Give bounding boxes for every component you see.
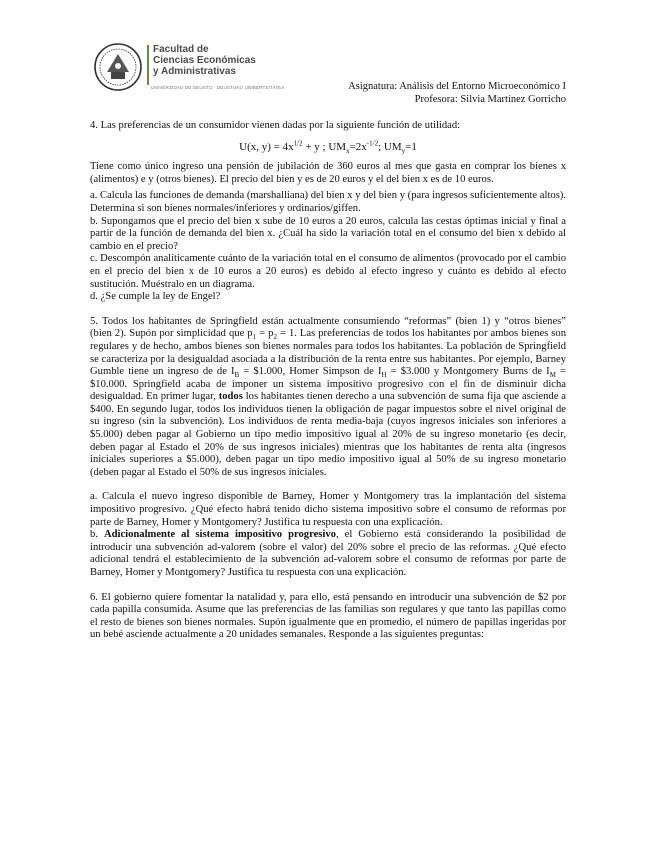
q4-part-c: c. Descompón analíticamente cuánto de la variación total en el consumo de alimentos (provocado por el cambio en el precio del bien x de 10 euros a 20 euros) es debido al efecto ingreso y cuánto es debido al efecto sustitución. Muéstralo en un diagrama. — [90, 253, 566, 290]
q4-context: Tiene como único ingreso una pensión de jubilación de 360 euros al mes que gasta en comprar los bienes x (alimentos) e y (otros bienes). El precio del bien y es de 20 euros y el del bien x es de 10 euros. — [90, 161, 566, 185]
exercise-content — [90, 120, 566, 642]
university-logo — [93, 42, 285, 98]
university-seal-icon — [93, 42, 143, 92]
logo-divider — [147, 45, 149, 85]
course-header — [348, 80, 566, 106]
utility-formula: U(x, $y) = 4x^{1/2} + y$ ; $UM_x=2x^{-1/2}$; $UM_y=1$ — [239, 138, 417, 155]
q6-statement: 6. El gobierno quiere fomentar la natalidad y, para ello, está pensando en introducir una subvención de $2 por cada papilla consumida. Asume que las preferencias de las familias son regulares y que tanto las papillas como el resto de bienes son bienes normales. Supón igualmente que en promedio, el número de papillas ingeridas por un bebé asciende actualmente a 20 unidades semanales. Responde a las siguientes preguntas: — [90, 591, 566, 641]
subject-line: Asignatura: Análisis del Entorno Microeconómico I — [348, 81, 566, 92]
faculty-name: Facultad de Ciencias Económicas y Administrativas — [153, 44, 256, 77]
q4-intro: 4. Las preferencias de un consumidor vienen dadas por la siguiente función de utilidad: — [90, 120, 461, 131]
q4-part-d: d. ¿Se cumple la ley de Engel? — [90, 291, 221, 303]
q4-part-b: b. Supongamos que el precio del bien x sube de 10 euros a 20 euros, calcula las cestas óptimas inicial y final a partir de la función de demanda del bien x. ¿Cuál ha sido la variación total en el consumo del bien x debido al cambio en el precio? — [90, 215, 566, 252]
q5-part-a: a. Calcula el nuevo ingreso disponible de Barney, Homer y Montgomery tras la implantación del sistema impositivo progresivo. ¿Qué efecto habrá tenido dicho sistema impositivo sobre el consumo de reformas por parte de Barney, Homer y Montgomery? Justifica tu respuesta con una explicación. — [90, 491, 566, 528]
q5-statement: 5. Todos los habitantes de Springfield están actualmente consumiendo “reformas” (bien 1) y “otros bienes” (bien 2). Supón por simplicidad que $p_1 = p_2 = 1$. Las preferencias de todos los habitantes por ambos bienes son regulares y de hecho, ambos bienes son bienes normales para todos los habitantes. La población de Springfield se caracteriza por la desigualdad asociada a la distribución de la renta entre sus habitantes. Por ejemplo, Barney Gumble tiene un ingreso de de $I_B$ = $1.000, Homer Simpson de $I_H$ = $3.000 y Montgomery Burns de $I_M$ = $10.000. Springfield acaba de imponer un sistema impositivo progresivo con el fin de disminuir dicha desigualdad. En primer lugar, todos los habitantes tienen derecho a una subvención de suma fija que asciende a $400. En segundo lugar, todos los individuos tienen la obligación de pagar impuestos sobre el nivel original de su ingreso (sin la subvención). Los individuos de renta media-baja (cuyos ingresos iniciales son inferiores a $5.000) deben pagar al Gobierno un tipo medio impositivo igual al 20% de su ingreso monetario (es decir, deben pagar al Estado el 20% de sus ingresos iniciales) mientras que los habitantes de renta alta (ingresos iniciales superiores a $5.000), deben pagar un tipo medio impositivo igual al 50% de su ingreso monetario (deben pagar al Estado el 50% de sus ingresos iniciales. — [90, 315, 567, 478]
professor-line: Profesora: Silvia Martínez Gorricho — [414, 94, 566, 105]
q5-part-b: b. Adicionalmente al sistema impositivo progresivo, el Gobierno está considerando la posibilidad de introducir una subvención ad-valorem (sobre el valor) del 20% sobre el precio de las reformas. ¿Qué efecto adicional tendrá el establecimiento de la subvención ad-valorem sobre el consumo de reformas por parte de Barney, Homer y Montgomery? Justifica tu respuesta con una explicación. — [90, 529, 566, 578]
q4-part-a: a. Calcula las funciones de demanda (marshalliana) del bien x y del bien y (para ingresos suficientemente altos). Determina si son bienes normales/inferiores y ordinarios/giffen. — [90, 190, 566, 214]
university-line: UNIVERSIDAD DE DEUSTO · DEUSTUKO UNIBERTSITATEA — [151, 85, 285, 90]
